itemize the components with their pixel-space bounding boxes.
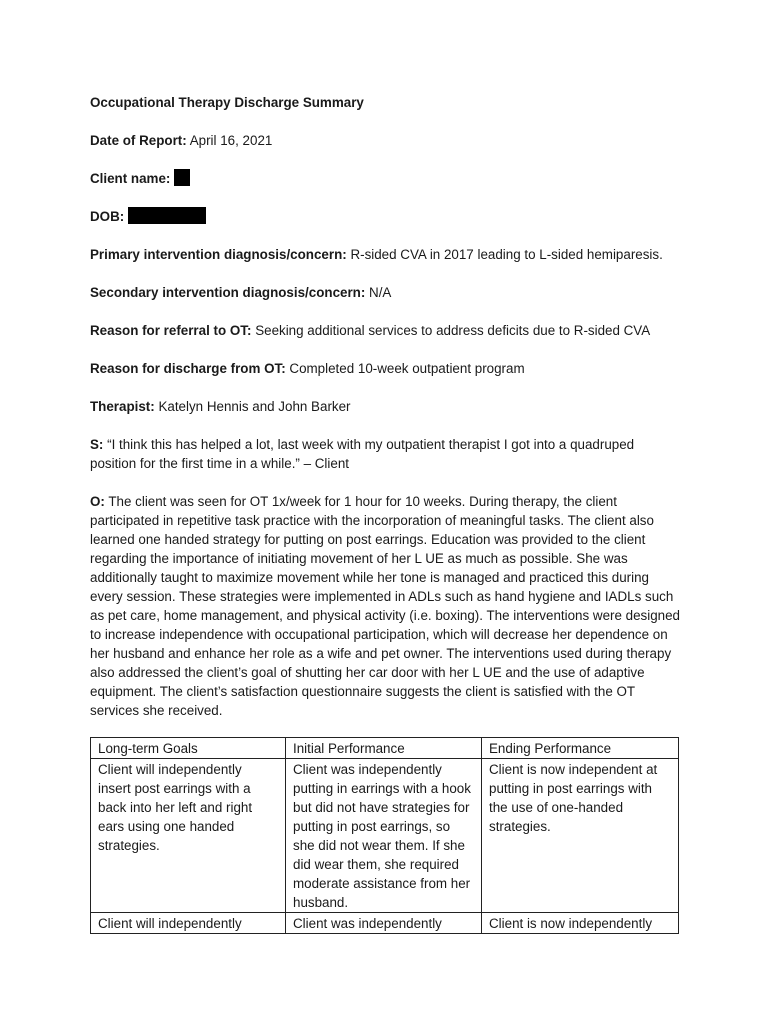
document-title: Occupational Therapy Discharge Summary <box>90 95 364 110</box>
therapist-field <box>90 397 680 416</box>
goal-cell: Client will independently <box>91 913 286 934</box>
primary-diagnosis-value: R-sided CVA in 2017 leading to L-sided hemiparesis. <box>346 247 663 262</box>
table-row <box>91 913 679 934</box>
date-of-report-field <box>90 131 680 150</box>
table-row <box>91 759 679 913</box>
goals-table <box>90 737 679 934</box>
goals-header-ending: Ending Performance <box>482 738 679 759</box>
reason-referral-label: Reason for referral to OT: <box>90 323 252 338</box>
goals-header-initial: Initial Performance <box>286 738 482 759</box>
reason-discharge-value: Completed 10-week outpatient program <box>285 361 525 376</box>
goals-table-header-row <box>91 738 679 759</box>
ending-performance-cell: Client is now independent at putting in post earrings with the use of one-handed strategies. <box>482 759 679 913</box>
goals-header-long-term: Long-term Goals <box>91 738 286 759</box>
objective-text: The client was seen for OT 1x/week for 1 hour for 10 weeks. During therapy, the client participated in repetitive task practice with the incorporation of meaningful tasks. The client also learned one handed strategy for putting on post earrings. Education was provided to the client regarding the importance of initiating movement of her L UE as much as possible. She was additionally taught to maximize movement while her tone is managed and practiced this during every session. These strategies were implemented in ADLs such as hand hygiene and IADLs such as pet care, home management, and physical activity (i.e. boxing). The interventions were designed to increase independence with occupational participation, which will decrease her dependence on her husband and enhance her role as a wife and pet owner. The interventions used during therapy also addressed the client’s goal of shutting her car door with her L UE and the use of adaptive equipment. The client’s satisfaction questionnaire suggests the client is satisfied with the OT services she received. <box>90 494 681 718</box>
ending-performance-cell: Client is now independently <box>482 913 679 934</box>
primary-diagnosis-label: Primary intervention diagnosis/concern: <box>90 247 347 262</box>
objective-label: O: <box>90 494 105 509</box>
reason-discharge-label: Reason for discharge from OT: <box>90 361 286 376</box>
reason-referral-field <box>90 321 680 340</box>
subjective-section <box>90 435 680 473</box>
primary-diagnosis-field <box>90 245 680 264</box>
client-name-label: Client name: <box>90 171 171 186</box>
subjective-label: S: <box>90 437 104 452</box>
dob-field <box>90 207 680 226</box>
dob-redaction <box>128 207 206 224</box>
objective-section <box>90 492 680 720</box>
therapist-label: Therapist: <box>90 399 155 414</box>
client-name-field <box>90 169 680 188</box>
initial-performance-cell: Client was independently putting in earrings with a hook but did not have strategies for putting in post earrings, so she did not wear them. If she did wear them, she required moderate assistance from her husband. <box>286 759 482 913</box>
dob-label: DOB: <box>90 209 125 224</box>
date-of-report-label: Date of Report: <box>90 133 187 148</box>
secondary-diagnosis-field <box>90 283 680 302</box>
reason-discharge-field <box>90 359 680 378</box>
subjective-text: “I think this has helped a lot, last week with my outpatient therapist I got into a quadruped position for the first time in a while.” – Client <box>90 437 635 471</box>
secondary-diagnosis-label: Secondary intervention diagnosis/concern: <box>90 285 366 300</box>
therapist-value: Katelyn Hennis and John Barker <box>154 399 351 414</box>
document-body <box>90 93 680 739</box>
reason-referral-value: Seeking additional services to address deficits due to R-sided CVA <box>251 323 651 338</box>
initial-performance-cell: Client was independently <box>286 913 482 934</box>
client-name-redaction <box>174 169 190 186</box>
date-of-report-value: April 16, 2021 <box>186 133 273 148</box>
goal-cell: Client will independently insert post earrings with a back into her left and right ears using one handed strategies. <box>91 759 286 913</box>
secondary-diagnosis-value: N/A <box>365 285 392 300</box>
